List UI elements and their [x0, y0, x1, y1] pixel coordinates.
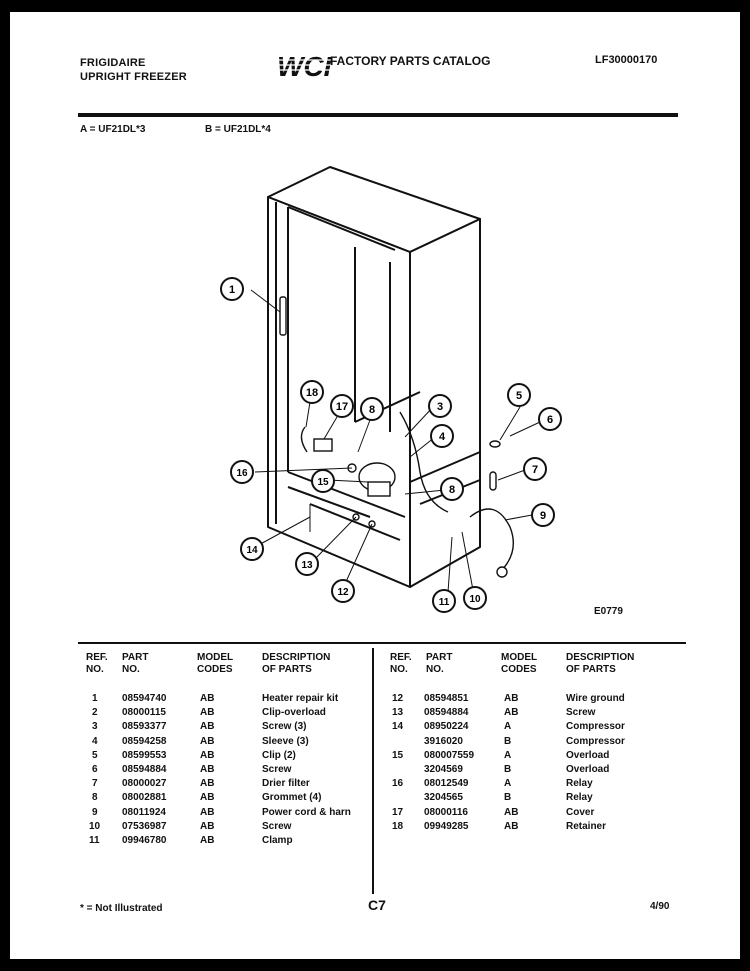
- svg-text:13: 13: [301, 560, 313, 571]
- table-row: 8 08002881 AB Grommet (4): [92, 792, 322, 804]
- col-part-header-left: PART NO.: [122, 652, 149, 675]
- print-date: 4/90: [650, 901, 670, 912]
- table-row: 15 080007559 A Overload: [392, 749, 610, 761]
- table-row: 14 08950224 A Compressor: [392, 721, 625, 733]
- col-desc-header-right: DESCRIPTION OF PARTS: [566, 652, 635, 675]
- svg-text:6: 6: [546, 414, 554, 426]
- table-row: 4 08594258 AB Sleeve (3): [92, 735, 309, 747]
- svg-text:5: 5: [515, 390, 523, 402]
- svg-text:4: 4: [438, 431, 446, 443]
- col-ref-header-left: REF. NO.: [86, 652, 108, 675]
- plug-part: [497, 567, 507, 577]
- table-row: 10 07536987 AB Screw: [89, 820, 292, 832]
- svg-text:1: 1: [228, 284, 236, 296]
- svg-text:10: 10: [469, 594, 481, 605]
- wci-logo-text: WCI: [277, 51, 332, 82]
- callout-6: [539, 408, 561, 430]
- table-row: 6 08594884 AB Screw: [92, 763, 292, 775]
- table-row: 5 08599553 AB Clip (2): [92, 749, 296, 761]
- svg-text:12: 12: [337, 587, 349, 598]
- table-row: 11 09946780 AB Clamp: [89, 834, 293, 846]
- table-row: 16 08012549 A Relay: [392, 778, 593, 790]
- callout-3: [429, 395, 451, 417]
- table-row: 18 09949285 AB Retainer: [392, 820, 607, 832]
- col-model-header-right: MODEL CODES: [501, 652, 538, 675]
- table-row: 17 08000116 AB Cover: [392, 806, 595, 818]
- svg-text:16: 16: [236, 468, 248, 479]
- col-model-header-left: MODEL CODES: [197, 652, 234, 675]
- figure-code: E0779: [594, 606, 623, 617]
- svg-text:17: 17: [335, 401, 349, 413]
- callout-4: [431, 425, 453, 447]
- callout-11: [433, 590, 455, 612]
- table-row: 1 08594740 AB Heater repair kit: [92, 693, 339, 704]
- callout-5: [508, 384, 530, 406]
- table-row: 3204569 B Overload: [424, 763, 610, 775]
- table-row: 3916020 B Compressor: [424, 735, 625, 747]
- model-b: B = UF21DL*4: [205, 124, 271, 135]
- callout-15: [312, 470, 334, 492]
- not-illustrated-note: * = Not Illustrated: [80, 903, 163, 914]
- callout-8-top: [361, 398, 383, 420]
- table-rule: [78, 642, 686, 644]
- callout-13: [296, 553, 318, 575]
- svg-text:7: 7: [531, 464, 539, 476]
- svg-text:11: 11: [438, 597, 450, 608]
- heater-part: [280, 297, 286, 335]
- table-row: 7 08000027 AB Drier filter: [92, 778, 310, 790]
- callout-18: [301, 381, 323, 403]
- callout-1: [221, 278, 243, 300]
- table-row: 3 08593377 AB Screw (3): [92, 721, 307, 733]
- svg-text:3: 3: [436, 401, 444, 413]
- svg-text:8: 8: [448, 484, 456, 496]
- table-row: 13 08594884 AB Screw: [392, 707, 596, 719]
- svg-text:9: 9: [539, 510, 547, 522]
- compressor-base: [368, 482, 390, 496]
- page-code: C7: [368, 897, 386, 913]
- exploded-diagram: [10, 12, 740, 632]
- model-a: A = UF21DL*3: [80, 124, 146, 135]
- svg-text:8: 8: [368, 404, 376, 416]
- callout-14: [241, 538, 263, 560]
- callout-9: [532, 504, 554, 526]
- table-row: 2 08000115 AB Clip-overload: [92, 707, 326, 719]
- drier-filter-part: [490, 472, 496, 490]
- col-part-header-right: PART NO.: [426, 652, 453, 675]
- catalog-number: LF30000170: [595, 54, 658, 66]
- callout-7: [524, 458, 546, 480]
- table-row: 12 08594851 AB Wire ground: [392, 693, 625, 704]
- callout-10: [464, 587, 486, 609]
- table-row: 3204565 B Relay: [424, 792, 593, 804]
- col-desc-header-left: DESCRIPTION OF PARTS: [262, 652, 331, 675]
- cover-part: [314, 439, 332, 451]
- svg-text:15: 15: [317, 477, 329, 488]
- table-row: 9 08011924 AB Power cord & harn: [92, 806, 351, 818]
- parts-list-right: [10, 692, 730, 834]
- brand-name: FRIGIDAIRE: [80, 57, 146, 69]
- parts-catalog-page: [10, 12, 740, 959]
- col-ref-header-right: REF. NO.: [390, 652, 412, 675]
- svg-text:14: 14: [246, 545, 258, 556]
- clip-part: [490, 441, 500, 447]
- callout-12: [332, 580, 354, 602]
- callout-16: [231, 461, 253, 483]
- ground-wire-part: [369, 521, 375, 527]
- callout-8-bottom: [441, 478, 463, 500]
- product-name: UPRIGHT FREEZER: [80, 71, 187, 83]
- callout-17: [331, 395, 353, 417]
- catalog-title: FACTORY PARTS CATALOG: [330, 54, 491, 68]
- svg-text:18: 18: [305, 387, 319, 399]
